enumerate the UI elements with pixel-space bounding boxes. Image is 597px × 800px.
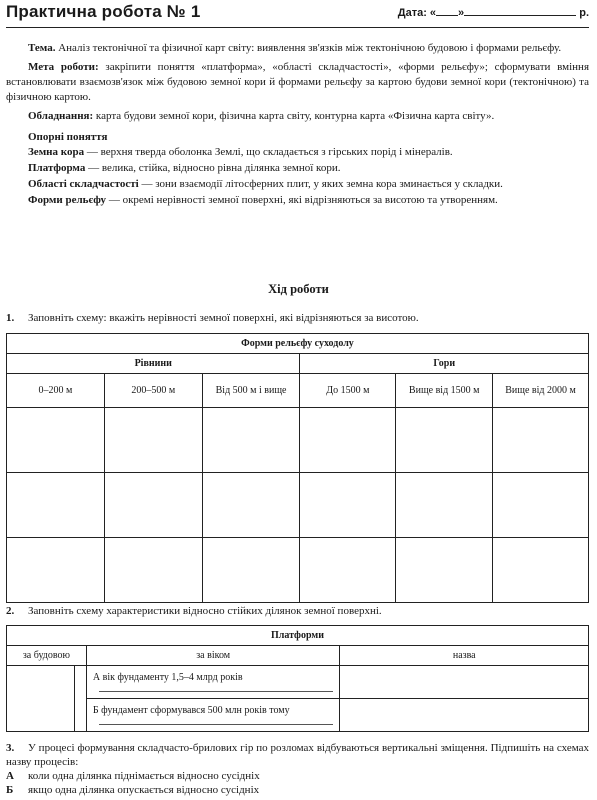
date-label: Дата: « (397, 7, 437, 19)
answer-cell[interactable] (202, 538, 300, 603)
answer-cell[interactable] (104, 408, 202, 473)
platforms-table (6, 625, 589, 732)
task-1-text: Заповніть схему: вкажіть нерівності земної поверхні, які відрізняються за висотою. (28, 312, 419, 324)
structure-cell[interactable] (7, 666, 75, 732)
task-1 (6, 311, 589, 325)
date-day-blank[interactable] (436, 7, 458, 16)
col-200-500: 200–500 м (104, 374, 202, 408)
answer-cell[interactable] (493, 408, 589, 473)
answer-cell[interactable] (493, 473, 589, 538)
name-cell-a[interactable] (340, 666, 589, 699)
date-field (398, 7, 589, 19)
topic-text: Аналіз тектонічної та фізичної карт світу: виявлення зв'язків між тектонічною будовою і формами рельєфу. (58, 42, 562, 54)
concepts-title: Опорні поняття (28, 131, 108, 143)
task-2-text: Заповніть схему характеристики відносно стійких ділянок земної поверхні. (28, 605, 382, 617)
goal-label: Мета роботи: (28, 61, 99, 73)
option-b: Б якщо одна ділянка опускається відносно сусідніх (6, 784, 260, 796)
goal-text: закріпити поняття «платформа», «області складчастості», «форми рельєфу»; сформувати вміння встановлювати взаємозв'язок між будовою земної кори й формами рельєфу за картою будови земної кори (тектонічною) та фізичною картою. (6, 61, 590, 103)
answer-cell[interactable] (396, 408, 493, 473)
equipment-paragraph (6, 109, 589, 124)
structure-cell-narrow[interactable] (74, 666, 86, 732)
concept-folding: Області складчастості — зони взаємодії літосферних плит, у яких земна кора зминається у складки. (28, 178, 503, 190)
col-500-plus: Від 500 м і вище (202, 374, 300, 408)
answer-cell[interactable] (104, 538, 202, 603)
fill-line[interactable] (99, 724, 334, 725)
date-month-blank[interactable] (464, 7, 576, 16)
task-2 (6, 604, 589, 618)
topic-paragraph (6, 41, 589, 56)
concept-crust: Земна кора — верхня тверда оболонка Землі, що складається з гірських порід і мінералів. (28, 146, 453, 158)
equipment-label: Обладнання: (28, 110, 94, 122)
concept-platform: Платформа — велика, стійка, відносно рівна ділянка земної кори. (28, 162, 341, 174)
answer-cell[interactable] (202, 408, 300, 473)
answer-cell[interactable] (202, 473, 300, 538)
col-name: назва (340, 646, 589, 666)
section-title: Хід роботи (268, 282, 329, 296)
intro-block (6, 41, 589, 211)
fill-line[interactable] (99, 691, 334, 692)
task-1-number: 1. (6, 312, 15, 324)
col-above-2000: Вище від 2000 м (493, 374, 589, 408)
task-2-number: 2. (6, 605, 15, 617)
answer-cell[interactable] (300, 408, 396, 473)
answer-cell[interactable] (300, 473, 396, 538)
answer-cell[interactable] (7, 538, 105, 603)
mountains-header: Гори (300, 354, 589, 374)
answer-cell[interactable] (396, 538, 493, 603)
date-mid: » (458, 7, 465, 19)
landforms-table (6, 333, 589, 603)
plains-header: Рівнини (7, 354, 300, 374)
answer-cell[interactable] (300, 538, 396, 603)
name-cell-b[interactable] (340, 699, 589, 732)
age-row-a: А вік фундаменту 1,5–4 млрд років (86, 666, 340, 699)
col-structure: за будовою (7, 646, 87, 666)
equipment-text: карта будови земної кори, фізична карта світу, контурна карта «Фізична карта світу». (95, 110, 495, 122)
task-3-number: 3. (6, 742, 15, 754)
task-3 (6, 741, 589, 769)
answer-cell[interactable] (396, 473, 493, 538)
platforms-table-title: Платформи (7, 626, 589, 646)
col-age: за віком (86, 646, 340, 666)
col-to-1500: До 1500 м (300, 374, 396, 408)
answer-cell[interactable] (7, 473, 105, 538)
page-header (6, 2, 589, 28)
answer-cell[interactable] (493, 538, 589, 603)
answer-cell[interactable] (104, 473, 202, 538)
topic-label: Тема. (28, 42, 56, 54)
age-row-b: Б фундамент сформувався 500 млн років тому (86, 699, 340, 732)
col-above-1500: Вище від 1500 м (396, 374, 493, 408)
option-a: А коли одна ділянка піднімається відносно сусідніх (6, 770, 260, 782)
landforms-table-title: Форми рельєфу суходолу (7, 334, 589, 354)
concept-landforms: Форми рельєфу — окремі нерівності земної поверхні, які відрізняються за висотою та утворенням. (28, 194, 498, 206)
date-end: р. (579, 7, 589, 19)
task-3-text: У процесі формування складчасто-брилових гір по розломах відбуваються вертикальні зміщення. Підпишіть на схемах назву процесів: (6, 742, 589, 768)
col-0-200: 0–200 м (7, 374, 105, 408)
page-title: Практична робота № 1 (6, 2, 201, 21)
answer-cell[interactable] (7, 408, 105, 473)
goal-paragraph (6, 60, 589, 105)
